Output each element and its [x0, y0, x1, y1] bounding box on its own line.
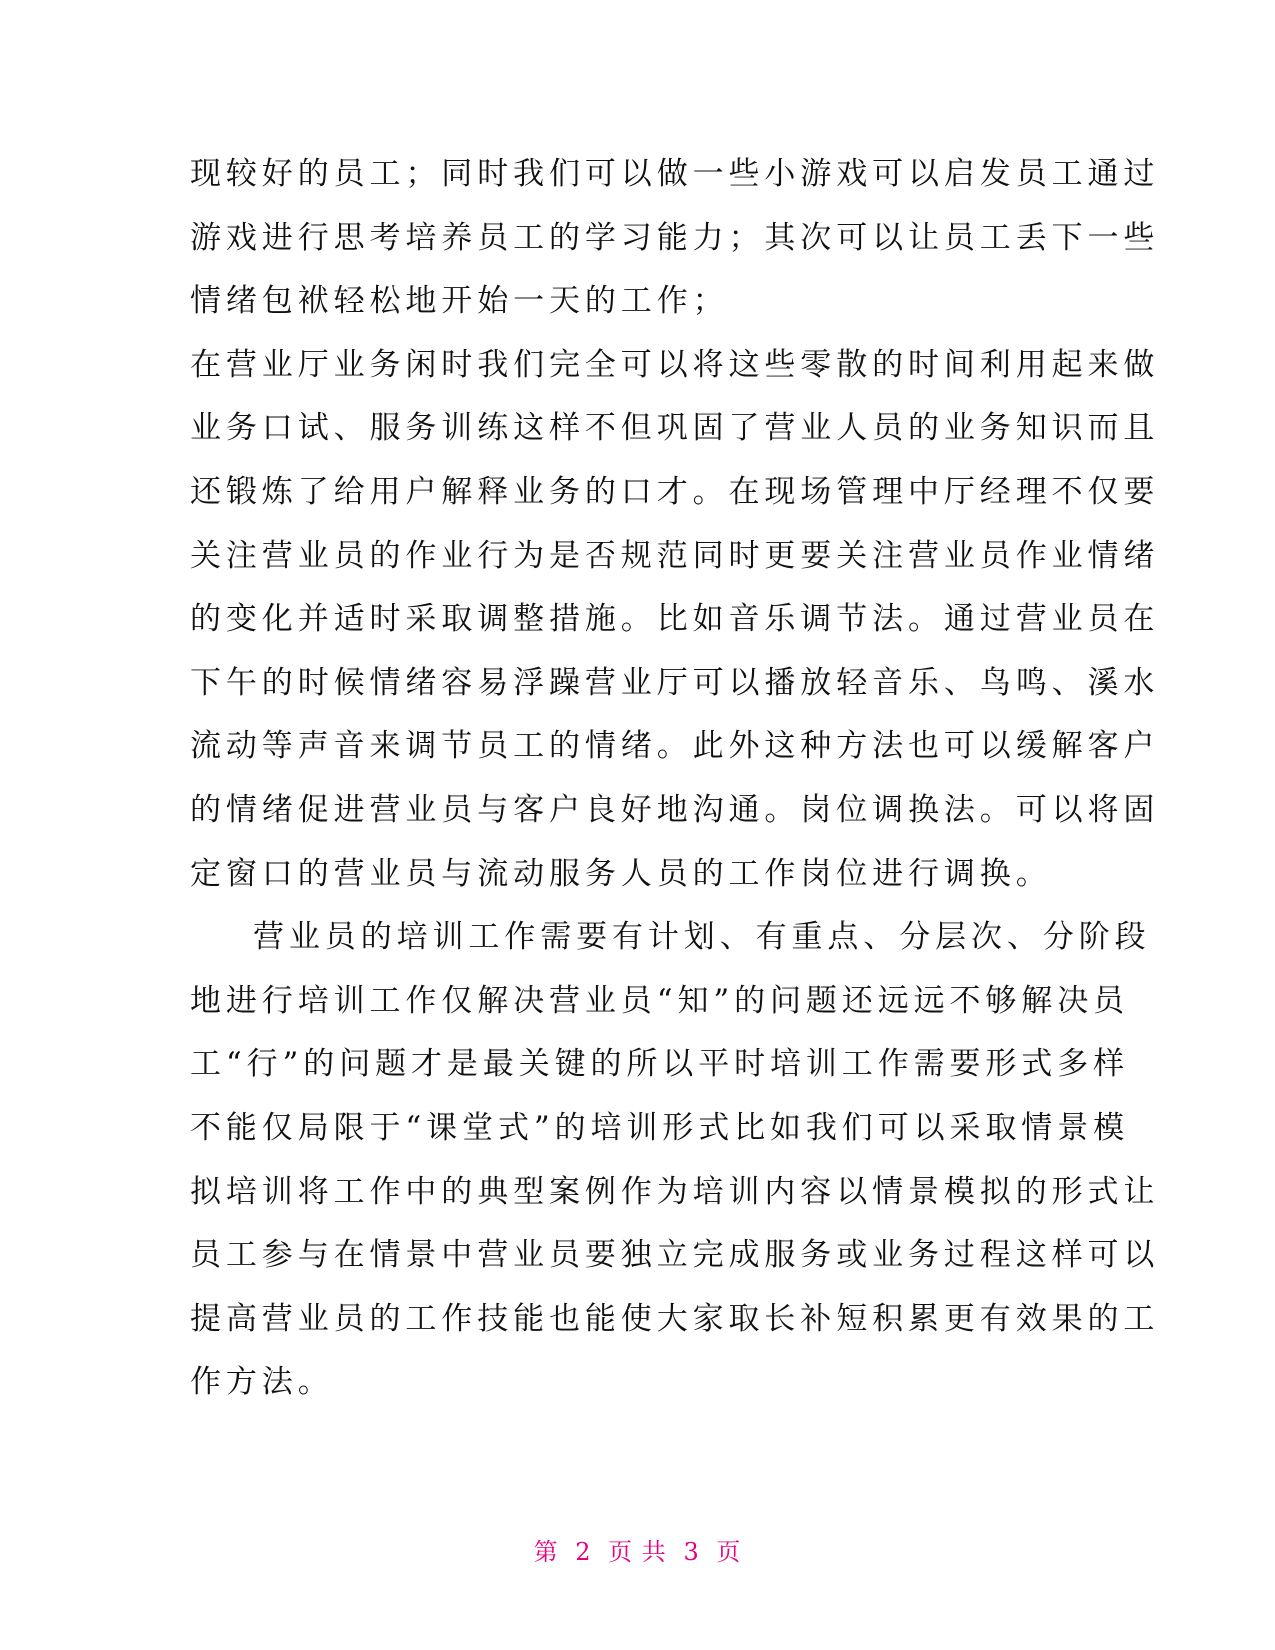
text-line: 员工参与在情景中营业员要独立完成服务或业务过程这样可以: [190, 1237, 1160, 1274]
footer-suffix: 页: [716, 1538, 742, 1566]
text-line: 游戏进行思考培养员工的学习能力；其次可以让员工丢下一些: [190, 219, 1160, 256]
text-line: 情绪包袱轻松地开始一天的工作；: [190, 283, 729, 320]
text-line: 现较好的员工；同时我们可以做一些小游戏可以启发员工通过: [190, 156, 1160, 192]
text-line: 还锻炼了给用户解释业务的口才。在现场管理中厅经理不仅要: [190, 473, 1160, 510]
footer-total-pages: 3: [683, 1538, 700, 1566]
document-body: [190, 143, 1160, 1415]
paragraph-first-line: 营业员的培训工作需要有计划、有重点、分层次、分阶段: [253, 919, 1151, 956]
text-line: 下午的时候情绪容易浮躁营业厅可以播放轻音乐、鸟鸣、溪水: [190, 664, 1160, 701]
text-line: 提高营业员的工作技能也能使大家取长补短积累更有效果的工: [190, 1300, 1160, 1337]
text-line: 拟培训将工作中的典型案例作为培训内容以情景模拟的形式让: [190, 1173, 1160, 1210]
text-line: 定窗口的营业员与流动服务人员的工作岗位进行调换。: [190, 855, 1052, 892]
footer-prefix: 第: [533, 1538, 559, 1566]
footer-middle: 页 共: [608, 1538, 667, 1566]
footer-page-number: 2: [575, 1538, 592, 1566]
text-line: 业务口试、服务训练这样不但巩固了营业人员的业务知识而且: [190, 410, 1160, 447]
text-line: 地进行培训工作仅解决营业员“知”的问题还远远不够解决员: [190, 982, 1129, 1019]
text-line: 作方法。: [190, 1364, 334, 1401]
text-line: 工“行”的问题才是最关键的所以平时培训工作需要形式多样: [190, 1046, 1129, 1083]
page-footer: [0, 1532, 1275, 1567]
text-line: 在营业厅业务闲时我们完全可以将这些零散的时间利用起来做: [190, 346, 1160, 383]
text-line: 的情绪促进营业员与客户良好地沟通。岗位调换法。可以将固: [190, 791, 1160, 828]
text-line: 不能仅局限于“课堂式”的培训形式比如我们可以采取情景模: [190, 1109, 1129, 1146]
text-line: 流动等声音来调节员工的情绪。此外这种方法也可以缓解客户: [190, 728, 1160, 765]
text-line: 的变化并适时采取调整措施。比如音乐调节法。通过营业员在: [190, 601, 1160, 638]
text-line: 关注营业员的作业行为是否规范同时更要关注营业员作业情绪: [190, 537, 1160, 574]
